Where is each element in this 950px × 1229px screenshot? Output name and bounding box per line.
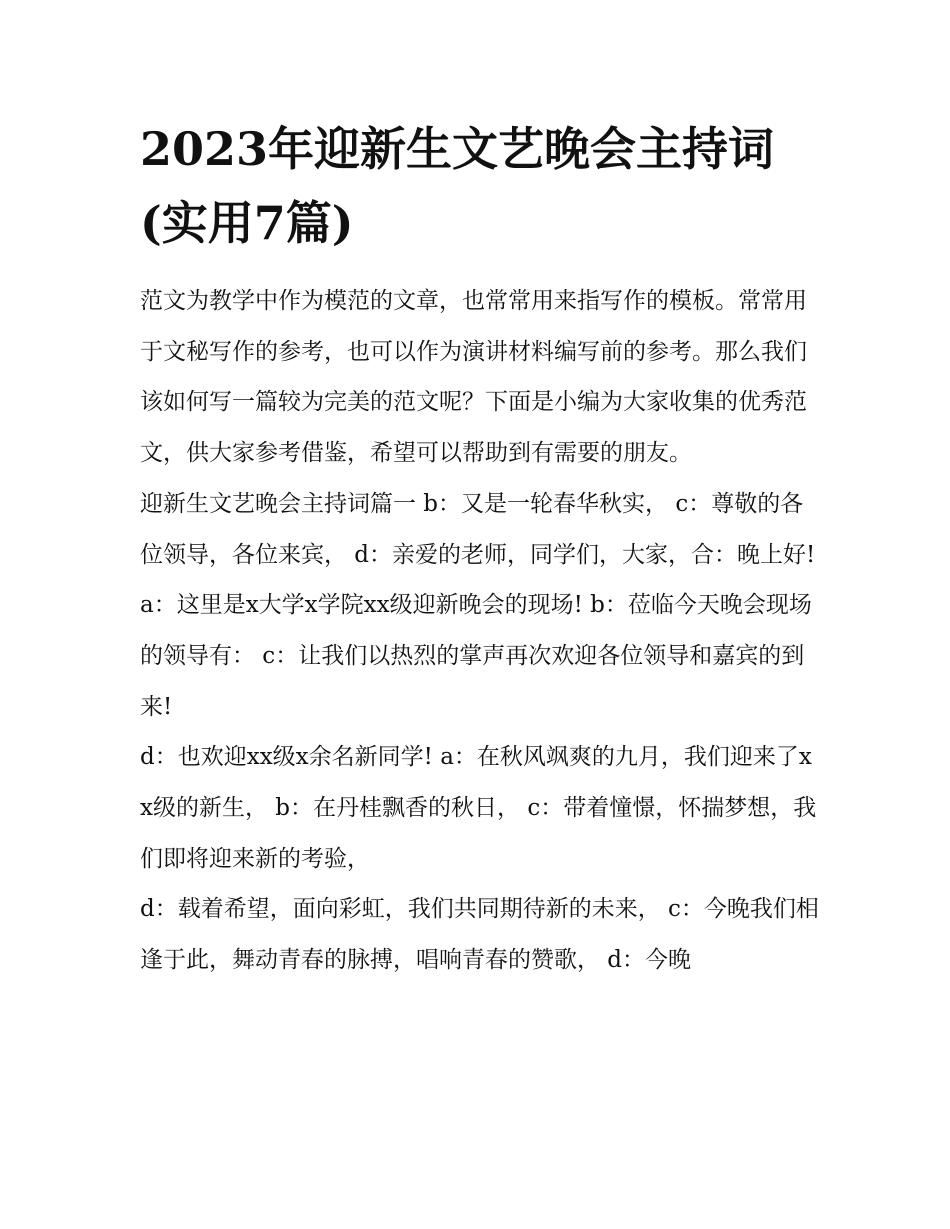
paragraph-intro: 范文为教学中作为模范的文章，也常常用来指写作的模板。常常用于文秘写作的参考，也可以作为演讲材料编写前的参考。那么我们该如何写一篇较为完美的范文呢？下面是小编为大家收集的优秀范文，供大家参考借鉴，希望可以帮助到有需要的朋友。: [140, 288, 807, 467]
document-body: [140, 112, 820, 986]
document-title: 2023年迎新生文艺晚会主持词(实用7篇): [140, 122, 775, 250]
paragraph-1: 迎新生文艺晚会主持词篇一 b：又是一轮春华秋实， c：尊敬的各位领导，各位来宾， d：亲爱的老师，同学们，大家，合：晚上好!: [140, 490, 816, 568]
paragraph-3: d：也欢迎xx级x余名新同学! a：在秋风飒爽的九月，我们迎来了xx级的新生， b：在丹桂飘香的秋日， c：带着憧憬，怀揣梦想，我们即将迎来新的考验，: [140, 744, 817, 872]
paragraph-4: d：载着希望，面向彩虹，我们共同期待新的未来， c：今晚我们相逢于此，舞动青春的脉搏，唱响青春的赞歌， d：今晚: [140, 896, 819, 974]
paragraph-2: a：这里是x大学x学院xx级迎新晚会的现场! b：莅临今天晚会现场的领导有： c：让我们以热烈的掌声再次欢迎各位领导和嘉宾的到来!: [140, 592, 812, 720]
